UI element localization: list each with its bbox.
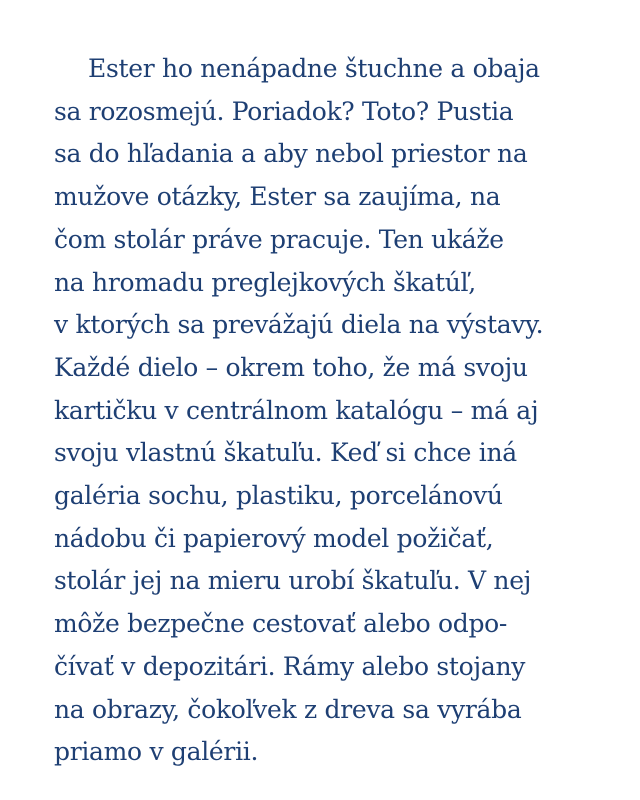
paragraph-line: nádobu či papierový model požičať, bbox=[54, 523, 494, 553]
paragraph-line: Každé dielo – okrem toho, že má svoju bbox=[54, 352, 528, 382]
paragraph-line: môže bezpečne cestovať alebo odpo- bbox=[54, 609, 508, 639]
paragraph-line: galéria sochu, plastiku, porcelánovú bbox=[54, 481, 503, 511]
paragraph-line: čom stolár práve pracuje. Ten ukáže bbox=[54, 224, 504, 254]
paragraph-line: priamo v galérii. bbox=[54, 737, 259, 767]
paragraph-line: v ktorých sa prevážajú diela na výstavy. bbox=[54, 310, 544, 340]
paragraph-line: na hromadu preglejkových škatúľ, bbox=[54, 267, 476, 297]
paragraph-line: sa rozosmejú. Poriadok? Toto? Pustia bbox=[54, 96, 514, 126]
paragraph-line: čívať v depozitári. Rámy alebo stojany bbox=[54, 651, 526, 681]
paragraph-line: Ester ho nenápadne štuchne a obaja bbox=[88, 54, 540, 83]
paragraph-line: stolár jej na mieru urobí škatuľu. V nej bbox=[54, 566, 532, 596]
paragraph-line: mužove otázky, Ester sa zaujíma, na bbox=[54, 182, 501, 212]
body-paragraph bbox=[54, 48, 614, 774]
paragraph-line: svoju vlastnú škatuľu. Keď si chce iná bbox=[54, 438, 517, 468]
paragraph-line: kartičku v centrálnom katalógu – má aj bbox=[54, 395, 539, 425]
paragraph-line: sa do hľadania a aby nebol priestor na bbox=[54, 139, 528, 169]
paragraph-line: na obrazy, čokoľvek z dreva sa vyrába bbox=[54, 694, 522, 724]
